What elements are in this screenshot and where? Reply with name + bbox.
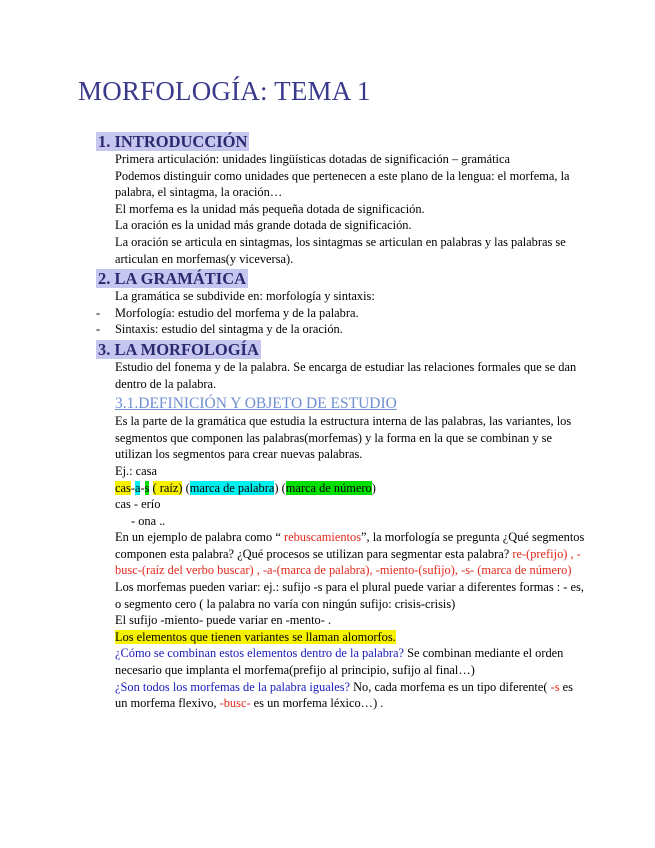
subsection-heading: 3.1.DEFINICIÓN Y OBJETO DE ESTUDIO xyxy=(115,395,397,413)
paragraph: Podemos distinguir como unidades que pertenecen a este plano de la lengua: el morfema, la palabra, el sintagma, la oración… xyxy=(115,168,570,200)
paren: ) xyxy=(274,480,279,495)
list-item xyxy=(96,305,586,322)
paragraph: El sufijo -miento- puede variar en -mento- . xyxy=(115,613,332,628)
morpheme: -busc- xyxy=(219,696,251,711)
text: En un ejemplo de palabra como “ xyxy=(115,530,284,545)
label-word-mark: marca de palabra xyxy=(189,480,275,495)
label-root: ( raíz) xyxy=(152,480,183,495)
paragraph xyxy=(115,679,586,712)
section-heading-gramatica xyxy=(96,269,586,288)
paragraph: Primera articulación: unidades lingüísticas dotadas de significación – gramática xyxy=(115,152,510,166)
page-title: MORFOLOGÍA: TEMA 1 xyxy=(78,76,371,106)
list-item-text: Sintaxis: estudio del sintagma y de la oración. xyxy=(115,322,343,337)
highlighted-definition: Los elementos que tienen variantes se llaman alomorfos. xyxy=(115,629,396,644)
morpheme: -s xyxy=(550,679,560,694)
example-segmentation xyxy=(115,480,586,497)
bullet-dash: - xyxy=(96,305,101,320)
paragraph: Los morfemas pueden variar: ej.: sufijo -s para el plural puede variar a diferentes formas : - es, o segmento cero ( la palabra no varía con ningún sufijo: crisis-crisis) xyxy=(115,580,584,611)
example-derivation: - ona .. xyxy=(131,513,166,528)
segment-separator: - xyxy=(140,480,145,495)
heading-text: 1. INTRODUCCIÓN xyxy=(98,132,248,151)
paragraph xyxy=(115,529,586,579)
question: ¿Son todos los morfemas de la palabra iguales? xyxy=(115,679,351,694)
list-item xyxy=(96,321,586,338)
answer: No, cada morfema es un tipo diferente( xyxy=(350,679,551,694)
paren: ) xyxy=(371,480,376,495)
paren: ( xyxy=(185,480,190,495)
bullet-dash: - xyxy=(96,322,101,337)
paragraph xyxy=(115,629,586,646)
answer: es un morfema léxico…) . xyxy=(250,696,384,711)
segment-separator: - xyxy=(130,480,135,495)
paragraph xyxy=(115,645,586,678)
paragraph: Es la parte de la gramática que estudia la estructura interna de las palabras, las variantes, los segmentos que componen las palabras(morfemas) y la forma en la que se combinan y se utilizan los segmentos para crear nuevas palabras. xyxy=(115,414,572,462)
question: ¿Cómo se combinan estos elementos dentro de la palabra? xyxy=(115,646,405,661)
segment-analysis: re-(prefijo) , -busc-(raíz del verbo buscar) , -a-(marca de palabra), -miento-(sufijo), -s- (marca de número) xyxy=(115,546,581,578)
answer: Se combinan mediante el orden necesario que implanta el morfema(prefijo al principio, sufijo al final…) xyxy=(115,646,564,678)
paragraph: Estudio del fonema y de la palabra. Se encarga de estudiar las relaciones formales que se dan dentro de la palabra. xyxy=(115,359,577,391)
example-label: Ej.: casa xyxy=(115,463,157,478)
paragraph: La oración es la unidad más grande dotada de significación. xyxy=(115,218,412,233)
label-number-mark: marca de número xyxy=(285,480,372,495)
paragraph: La gramática se subdivide en: morfología y sintaxis: xyxy=(115,289,375,304)
paragraph: El morfema es la unidad más pequeña dotada de significación. xyxy=(115,201,425,216)
heading-text: 2. LA GRAMÁTICA xyxy=(98,269,247,289)
paragraph: La oración se articula en sintagmas, los sintagmas se articulan en palabras y las palabras se articulan en morfemas(y viceversa). xyxy=(115,234,566,266)
list-item-text: Morfología: estudio del morfema y de la palabra. xyxy=(115,305,359,320)
text: ”, la morfología se pregunta ¿Qué segmentos componen esta palabra? ¿Qué procesos se utilizan para segmentar esta palabra? xyxy=(115,530,585,561)
answer: es un morfema flexivo, xyxy=(115,679,573,711)
example-word: rebuscamientos xyxy=(283,530,362,545)
example-derivation: cas - erío xyxy=(115,497,161,512)
segment-word-mark: a xyxy=(134,480,141,495)
paren: ( xyxy=(281,480,286,495)
document-body xyxy=(96,130,586,712)
heading-text: 3. LA MORFOLOGÍA xyxy=(98,339,259,359)
segment-root: cas xyxy=(115,480,131,495)
section-heading-introduccion xyxy=(96,132,586,151)
segment-number-mark: s xyxy=(144,480,150,495)
section-heading-morfologia xyxy=(96,340,586,359)
